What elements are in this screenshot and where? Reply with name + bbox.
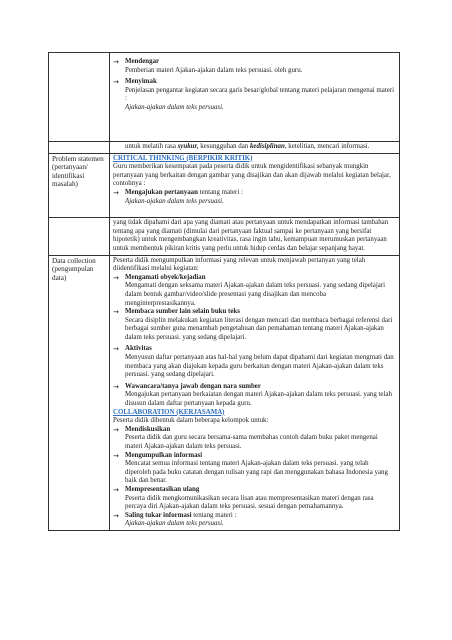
list-item — [113, 426, 396, 435]
bullet-title: Membaca sumber lain selain buku teks — [125, 308, 240, 316]
bullet-title: Mendiskusikan — [125, 425, 171, 433]
content-cell — [110, 218, 400, 255]
arrow-right-icon: → — [113, 78, 119, 87]
paragraph: Guru memberikan kesempatan pada peserta didik untuk mengidentifikasi sebanyak mungkin pertanyaan yang berkaitan dengan gambar yang disajikan dan akan dijawab melalui kegiatan belajar, contohnya : — [113, 163, 391, 188]
paragraph: Peserta didik mengumpulkan informasi yang relevan untuk menjawab pertanyan yang telah diidentifikasi melalui kegiatan: — [113, 256, 366, 273]
list-item — [113, 383, 396, 392]
bullet-title: Aktivitas — [125, 345, 152, 353]
table-row — [49, 53, 400, 142]
arrow-right-icon: → — [113, 273, 119, 282]
text-span: untuk melatih rasa — [125, 143, 178, 150]
bullet-text: Secara disiplin melakukan kegiatan literasi dengan mencari dan membaca berbagai referensi dari berbagai sumber guna menambah pengetahuan dan pemahaman tentang materi Ajakan-ajakan dalam teks persuasi. yang sedang dipelajari. — [125, 316, 393, 341]
list-item — [113, 274, 396, 283]
label-cell — [49, 53, 110, 142]
bullet-text: Mengamati dengan seksama materi Ajakan-ajakan dalam teks persuasi. yang sedang dipelajari dalam bentuk gambar/video/slide presentasi yang disajikan dan mencoba menginterprestasikannya. — [125, 282, 386, 307]
table-row — [49, 153, 400, 218]
bullet-text: Mengajukan pertanyaan berkaiatan dengan materi Ajakan-ajakan dalam teks persuasi. yang telah disusun dalam daftar pertanyaan kepada guru. — [125, 391, 392, 408]
arrow-right-icon: → — [113, 308, 119, 317]
list-item — [113, 452, 396, 461]
bullet-text: Ajakan-ajakan dalam teks persuasi. — [125, 197, 224, 205]
bullet-text: Ajakan-ajakan dalam teks persuasi. — [125, 520, 224, 528]
bullet-title: Menyimak — [125, 78, 157, 86]
list-item — [113, 308, 396, 317]
row-label: Problem statemen (pertanyaan/ identifikasi masalah) — [52, 154, 104, 189]
text-span: tentang materi : — [197, 188, 243, 196]
info-line — [113, 143, 396, 152]
arrow-right-icon: → — [113, 188, 119, 197]
bullet-title: Wawancara/tanya jawab dengan nara sumber — [125, 382, 261, 390]
section-heading: COLLABORATION (KERJASAMA) — [113, 408, 225, 416]
table-row — [49, 142, 400, 154]
bullet-title: Mempresentasikan ulang — [125, 485, 200, 493]
section-heading: CRITICAL THINKING (BERPIKIR KRITIK) — [113, 154, 253, 162]
list-item — [113, 486, 396, 495]
bullet-title: Mengumpulkan informasi — [125, 451, 203, 459]
list-item — [113, 345, 396, 354]
bullet-text: Peserta didik dan guru secara bersama-sama membahas contoh dalam buku paket mengenai materi Ajakan-ajakan dalam teks persuasi. — [125, 434, 378, 450]
bullet-title: Mengajukan pertanyaan — [125, 188, 198, 196]
bullet-title: Mendengar — [125, 58, 160, 65]
problem-label-cell — [49, 153, 110, 218]
content-cell — [110, 142, 400, 154]
bullet-text: Menyusun daftar pertanyaan atas hal-hal yang belum dapat dipahami dari kegiatan mengmati dan membaca yang akan diajukan kepada guru berkaitan dengan materi Ajakan-ajakan dalam teks persuasi. yang sedang dipelajari. — [125, 354, 394, 379]
bullet-text: Peserta didik mengkomunikasikan secara lisan atau mempresentasikan materi dengan rasa percaya diri Ajakan-ajakan dalam teks persuasi. sesuai dengan pemahamannya. — [125, 494, 374, 511]
arrow-right-icon: → — [113, 382, 119, 391]
arrow-right-icon: → — [113, 58, 119, 66]
label-cell — [49, 142, 110, 154]
label-cell — [49, 218, 110, 255]
content-cell — [110, 255, 400, 530]
arrow-right-icon: → — [113, 511, 119, 520]
content-cell — [110, 53, 400, 142]
arrow-right-icon: → — [113, 451, 119, 460]
table-row — [49, 255, 400, 530]
data-collection-label-cell — [49, 255, 110, 530]
arrow-right-icon: → — [113, 425, 119, 434]
lesson-table — [48, 52, 400, 531]
document-page — [48, 52, 400, 640]
content-cell — [110, 153, 400, 218]
arrow-right-icon: → — [113, 345, 119, 354]
bullet-title: Mengamati obyek/kejadian — [125, 273, 206, 281]
list-item — [113, 58, 396, 67]
paragraph: Peserta didik dibentuk dalam beberapa kelompok untuk: — [113, 417, 269, 425]
text-span: kesungguhan dan — [198, 143, 250, 150]
list-item — [113, 189, 396, 198]
row-label: Data collection (pengumpulan data) — [52, 256, 96, 282]
bullet-text: Mencatat semua informasi tentang materi Ajakan-ajakan dalam teks persuasi. yang telah diperoleh pada buku catatan dengan tulisan yang rapi dan menggunakan bahasa Indonesia yang baik dan benar. — [125, 460, 388, 485]
arrow-right-icon: → — [113, 485, 119, 494]
paragraph: yang tidak dipahami dari apa yang diamati atau pertanyaan untuk mendapatkan informasi tambahan tentang apa yang diamati (dimulai dari pertanyaan faktual sampai ke pertanyaan yang bersifat hipotetik) untuk mengembangkan kreativitas, rasa ingin tahu, kemampuan merumuskan pertanyaan untuk membentuk pikiran kritis yang perlu untuk hidup cerdas dan belajar sepanjang hayat. — [113, 219, 389, 252]
bullet-title: Saling tukar informasi — [125, 511, 192, 519]
bullet-text: Pemberian materi Ajakan-ajakan dalam teks persuasi. oleh guru. — [125, 66, 303, 74]
text-span: tentang materi : — [191, 511, 237, 519]
list-item — [113, 78, 396, 87]
bullet-text: Penjelasan pengantar kegiatan secara garis besar/global tentang materi pelajaran mengenai materi : — [125, 86, 394, 103]
table-row — [49, 218, 400, 255]
list-item — [113, 512, 396, 521]
text-span: , ketelitian, mencari informasi. — [284, 143, 370, 150]
text-span: kedisiplinan — [249, 143, 285, 150]
text-span: syukur, — [177, 143, 199, 150]
bullet-text: Ajakan-ajakan dalam teks persuasi. — [125, 103, 224, 111]
